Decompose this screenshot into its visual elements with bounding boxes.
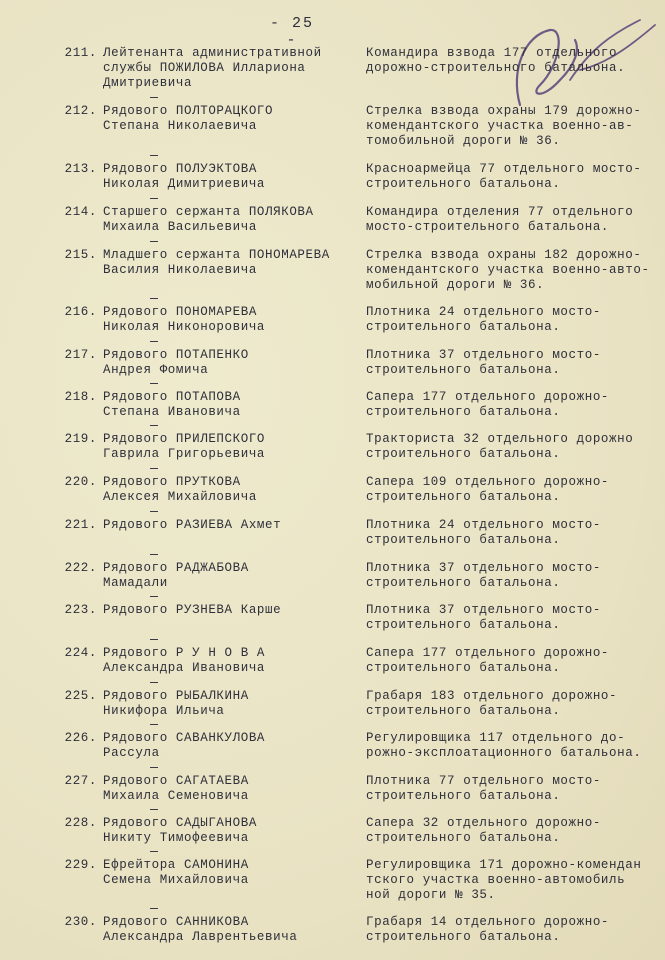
unit-position: Регулировщика 117 отдельного до- рожно-эксплоатационного батальона. xyxy=(366,731,642,760)
page-number: - 25 - xyxy=(269,15,314,49)
person-name: Старшего сержанта ПОЛЯКОВА Михаила Васильевича xyxy=(103,205,314,234)
separator-dash xyxy=(150,298,158,299)
separator-dash xyxy=(150,767,158,768)
separator-dash xyxy=(150,97,158,98)
unit-position: Тракториста 32 отдельного дорожно строительного батальона. xyxy=(366,432,634,461)
person-name: Рядового РАЗИЕВА Ахмет xyxy=(103,518,282,532)
unit-position: Плотника 77 отдельного мосто- строительного батальона. xyxy=(366,774,601,803)
list-item xyxy=(0,205,665,247)
list-item xyxy=(0,518,665,560)
separator-dash xyxy=(150,724,158,725)
separator-dash xyxy=(150,155,158,156)
list-item xyxy=(0,603,665,645)
separator-dash xyxy=(150,241,158,242)
person-name: Рядового РЫБАЛКИНА Никифора Ильича xyxy=(103,689,249,718)
unit-position: Стрелка взвода охраны 179 дорожно- комендантского участка военно-ав- томобильной дороги № 36. xyxy=(366,104,642,148)
entry-number: 214. xyxy=(64,205,97,219)
list-item xyxy=(0,46,665,88)
person-name: Рядового ПРИЛЕПСКОГО Гаврила Григорьевича xyxy=(103,432,266,461)
list-item xyxy=(0,348,665,390)
entry-number: 212. xyxy=(64,104,97,118)
list-item xyxy=(0,646,665,688)
person-name: Рядового ПОЛТОРАЦКОГО Степана Николаевича xyxy=(103,104,274,133)
entry-number: 225. xyxy=(64,689,97,703)
separator-dash xyxy=(150,639,158,640)
unit-position: Сапера 177 отдельного дорожно- строительного батальона. xyxy=(366,646,610,675)
entry-number: 224. xyxy=(64,646,97,660)
separator-dash xyxy=(150,383,158,384)
unit-position: Грабаря 183 отдельного дорожно- строительного батальона. xyxy=(366,689,618,718)
list-item xyxy=(0,561,665,603)
person-name: Рядового САГАТАЕВА Михаила Семеновича xyxy=(103,774,249,803)
person-name: Рядового САДЫГАНОВА Никиту Тимофеевича xyxy=(103,816,257,845)
list-item xyxy=(0,915,665,957)
separator-dash xyxy=(150,908,158,909)
person-name: Рядового САННИКОВА Александра Лаврентьевича xyxy=(103,915,298,944)
unit-position: Плотника 24 отдельного мосто- строительного батальона. xyxy=(366,518,601,547)
entry-number: 223. xyxy=(64,603,97,617)
separator-dash xyxy=(150,682,158,683)
unit-position: Командира отделения 77 отдельного мосто-строительного батальона. xyxy=(366,205,634,234)
unit-position: Регулировщика 171 дорожно-комендан тского участка военно-автомобиль ной дороги № 35. xyxy=(366,858,642,902)
separator-dash xyxy=(150,511,158,512)
separator-dash xyxy=(150,341,158,342)
person-name: Рядового ПОНОМАРЕВА Николая Никоноровича xyxy=(103,305,266,334)
unit-position: Сапера 177 отдельного дорожно- строительного батальона. xyxy=(366,390,610,419)
unit-position: Красноармейца 77 отдельного мосто- строительного батальона. xyxy=(366,162,642,191)
list-item xyxy=(0,432,665,474)
list-item xyxy=(0,816,665,858)
unit-position: Плотника 37 отдельного мосто- строительного батальона. xyxy=(366,348,601,377)
separator-dash xyxy=(150,554,158,555)
entry-number: 213. xyxy=(64,162,97,176)
person-name: Рядового РАДЖАБОВА Мамадали xyxy=(103,561,249,590)
entry-number: 222. xyxy=(64,561,97,575)
entry-number: 219. xyxy=(64,432,97,446)
entry-number: 220. xyxy=(64,475,97,489)
person-name: Рядового РУЗНЕВА Карше xyxy=(103,603,282,617)
unit-position: Стрелка взвода охраны 182 дорожно- комендантского участка военно-авто- мобильной дороги № 36. xyxy=(366,248,650,292)
separator-dash xyxy=(150,468,158,469)
list-item xyxy=(0,305,665,347)
person-name: Рядового ПОЛУЭКТОВА Николая Димитриевича xyxy=(103,162,266,191)
unit-position: Плотника 37 отдельного мосто- строительного батальона. xyxy=(366,603,601,632)
separator-dash xyxy=(150,851,158,852)
list-item xyxy=(0,858,665,900)
list-item xyxy=(0,390,665,432)
person-name: Лейтенанта административной службы ПОЖИЛОВА Иллариона Дмитриевича xyxy=(103,46,322,90)
entry-number: 229. xyxy=(64,858,97,872)
unit-position: Грабаря 14 отдельного дорожно- строительного батальона. xyxy=(366,915,610,944)
list-item xyxy=(0,248,665,290)
entry-number: 217. xyxy=(64,348,97,362)
unit-position: Плотника 24 отдельного мосто- строительного батальона. xyxy=(366,305,601,334)
entry-number: 216. xyxy=(64,305,97,319)
unit-position: Плотника 37 отдельного мосто- строительного батальона. xyxy=(366,561,601,590)
separator-dash xyxy=(150,198,158,199)
unit-position: Командира взвода 177 отдельного дорожно-строительного батальона. xyxy=(366,46,626,75)
separator-dash xyxy=(150,809,158,810)
list-item xyxy=(0,731,665,773)
entry-number: 228. xyxy=(64,816,97,830)
entry-number: 215. xyxy=(64,248,97,262)
entry-number: 226. xyxy=(64,731,97,745)
person-name: Рядового ПОТАПЕНКО Андрея Фомича xyxy=(103,348,249,377)
list-item xyxy=(0,104,665,146)
person-name: Рядового САВАНКУЛОВА Рассула xyxy=(103,731,266,760)
person-name: Младшего сержанта ПОНОМАРЕВА Василия Николаевича xyxy=(103,248,330,277)
unit-position: Сапера 109 отдельного дорожно- строительного батальона. xyxy=(366,475,610,504)
separator-dash xyxy=(150,596,158,597)
list-item xyxy=(0,162,665,204)
list-item xyxy=(0,689,665,731)
list-item xyxy=(0,475,665,517)
person-name: Рядового ПРУТКОВА Алексея Михайловича xyxy=(103,475,257,504)
entry-number: 230. xyxy=(64,915,97,929)
person-name: Рядового Р У Н О В А Александра Ивановича xyxy=(103,646,266,675)
entry-number: 218. xyxy=(64,390,97,404)
entry-number: 221. xyxy=(64,518,97,532)
entry-number: 227. xyxy=(64,774,97,788)
entry-number: 211. xyxy=(64,46,97,60)
person-name: Рядового ПОТАПОВА Степана Ивановича xyxy=(103,390,241,419)
person-name: Ефрейтора САМОНИНА Семена Михайловича xyxy=(103,858,249,887)
separator-dash xyxy=(150,425,158,426)
unit-position: Сапера 32 отдельного дорожно- строительного батальона. xyxy=(366,816,601,845)
list-item xyxy=(0,774,665,816)
